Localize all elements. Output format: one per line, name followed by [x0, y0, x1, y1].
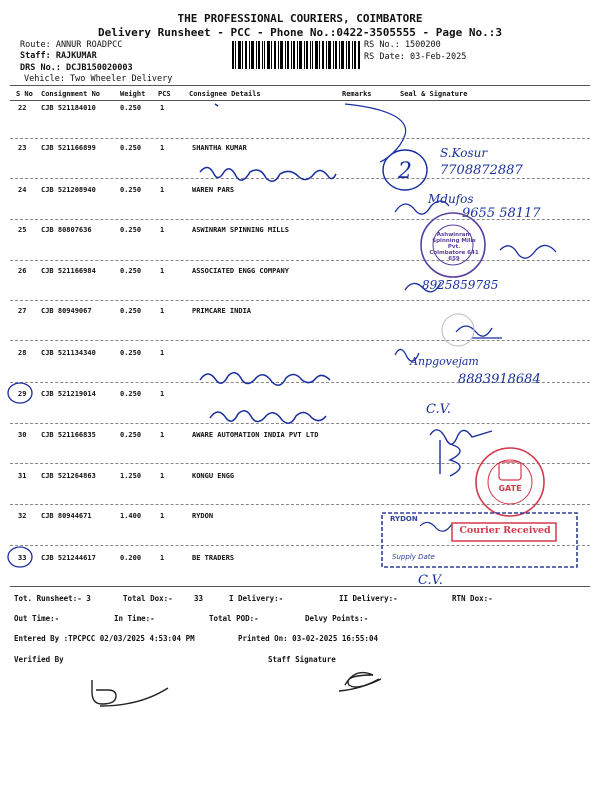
- total-dox-label: Total Dox:-: [123, 594, 173, 603]
- row-pcs: 1: [160, 226, 165, 234]
- rs-date: RS Date: 03-Feb-2025: [364, 52, 467, 62]
- handwritten-name-28: Anpgovejam: [410, 355, 479, 368]
- row-pcs: 1: [160, 512, 165, 520]
- row-consignee: PRIMCARE INDIA: [192, 307, 252, 315]
- row-consignee: ASSOCIATED ENGG COMPANY: [192, 267, 289, 275]
- delvy-points: Delvy Points:-: [305, 614, 369, 623]
- handwritten-note-29: C.V.: [426, 402, 451, 417]
- row-weight: 0.250: [120, 431, 142, 439]
- row-consignment-no: CJB 521166899: [41, 144, 96, 152]
- row-weight: 0.250: [120, 144, 142, 152]
- row-consignee: RYDON: [192, 512, 214, 520]
- entered-by: Entered By :TPCPCC 02/03/2025 4:53:04 PM: [14, 634, 195, 643]
- tick-mark: [215, 104, 218, 106]
- row-weight: 0.250: [120, 390, 142, 398]
- row-sno: 26: [18, 267, 27, 275]
- staff-signature-mark: [339, 673, 381, 691]
- drs-number: DRS No.: DCJB150020003: [20, 63, 133, 73]
- vehicle-label: Vehicle: Two Wheeler Delivery: [24, 74, 173, 84]
- total-pod: Total POD:-: [209, 614, 259, 623]
- row-weight: 0.250: [120, 349, 142, 357]
- row-pcs: 1: [160, 267, 165, 275]
- row-sno: 32: [18, 512, 27, 520]
- signature-row-25: [500, 245, 556, 258]
- row-consignee: KONGU ENGG: [192, 472, 235, 480]
- i-delivery: I Delivery:-: [229, 594, 284, 603]
- row-consignment-no: CJB 521134340: [41, 349, 96, 357]
- row-weight: 0.200: [120, 554, 142, 562]
- row-sno: 28: [18, 349, 27, 357]
- total-dox-value: 33: [194, 594, 204, 603]
- circle-mark-29: [8, 383, 32, 403]
- runsheet-subtitle: Delivery Runsheet - PCC - Phone No.:0422-3505555 - Page No.:3: [98, 26, 502, 39]
- handwriting-row-28: [200, 373, 330, 385]
- circle-mark-33: [8, 547, 32, 567]
- col-remarks: Remarks: [342, 90, 372, 98]
- col-pcs: PCS: [158, 90, 171, 98]
- col-seal-signature: Seal & Signature: [400, 90, 468, 98]
- row-consignee: SHANTHA KUMAR: [192, 144, 247, 152]
- rydon-stamp-bottom: Supply Date: [392, 553, 435, 561]
- verified-by: Verified By: [14, 655, 64, 664]
- gate-icon: [499, 462, 521, 480]
- row-weight: 0.250: [120, 307, 142, 315]
- row-sno: 33: [18, 554, 27, 562]
- gate-stamp-label: GATE: [498, 484, 522, 493]
- signature-row-27: [456, 326, 502, 338]
- signature-row-32: [420, 522, 452, 531]
- aswinram-line2: Coimbatore 641 659: [429, 250, 479, 262]
- rydon-stamp-top: RYDON: [390, 515, 418, 523]
- printed-on: Printed On: 03-02-2025 16:55:04: [238, 634, 378, 643]
- row-consignee: ASWINRAM SPINNING MILLS: [192, 226, 289, 234]
- row-consignment-no: CJB 80807636: [41, 226, 92, 234]
- row-sno: 31: [18, 472, 27, 480]
- row-weight: 0.250: [120, 104, 142, 112]
- handwritten-phone-26: 8925859785: [422, 278, 499, 292]
- col-sno: S No: [16, 90, 33, 98]
- row-consignment-no: CJB 521208940: [41, 186, 96, 194]
- row-weight: 1.400: [120, 512, 142, 520]
- row-pcs: 1: [160, 472, 165, 480]
- row-consignment-no: CJB 521219014: [41, 390, 96, 398]
- aswinram-line1: Ashwinram Spinning Mills Pvt.: [432, 232, 476, 250]
- row-consignment-no: CJB 521264863: [41, 472, 96, 480]
- rtn-dox: RTN Dox:-: [452, 594, 493, 603]
- row-consignment-no: CJB 80944671: [41, 512, 92, 520]
- handwritten-name-24: Mdufos: [428, 192, 474, 206]
- row-sno: 27: [18, 307, 27, 315]
- row-consignment-no: CJB 521184010: [41, 104, 96, 112]
- rs-number: RS No.: 1500200: [364, 40, 441, 50]
- handwritten-name-23: S.Kosur: [440, 146, 488, 160]
- verified-signature: [92, 680, 168, 706]
- row-consignment-no: CJB 80949067: [41, 307, 92, 315]
- row-pcs: 1: [160, 349, 165, 357]
- row-weight: 0.250: [120, 186, 142, 194]
- route-label: Route: ANNUR ROADPCC: [20, 40, 123, 50]
- col-weight: Weight: [120, 90, 146, 98]
- handwriting-row-29: [210, 411, 326, 423]
- row-weight: 0.250: [120, 267, 142, 275]
- row-sno: 29: [18, 390, 27, 398]
- aswinram-stamp-text: [428, 232, 480, 262]
- row-sno: 23: [18, 144, 27, 152]
- row-weight: 0.250: [120, 226, 142, 234]
- handwritten-phone-24: 9655 58117: [462, 206, 541, 221]
- in-time: In Time:-: [114, 614, 155, 623]
- signature-row-31: [440, 440, 460, 476]
- row-pcs: 1: [160, 104, 165, 112]
- gate-stamp-inner: [488, 460, 532, 504]
- courier-received-stamp: Courier Received: [459, 525, 551, 536]
- out-time: Out Time:-: [14, 614, 60, 623]
- row-pcs: 1: [160, 390, 165, 398]
- staff-label: Staff: RAJKUMAR: [20, 51, 97, 61]
- handwriting-row-23: [200, 167, 336, 181]
- row-sno: 25: [18, 226, 27, 234]
- row-sno: 24: [18, 186, 27, 194]
- row-weight: 1.250: [120, 472, 142, 480]
- row-consignee: AWARE AUTOMATION INDIA PVT LTD: [192, 431, 319, 439]
- row-consignment-no: CJB 521166835: [41, 431, 96, 439]
- handwritten-phone-23: 7708872887: [440, 163, 523, 178]
- company-title: THE PROFESSIONAL COURIERS, COIMBATORE: [177, 12, 423, 25]
- row-sno: 30: [18, 431, 27, 439]
- col-consignment-no: Consignment No: [41, 90, 101, 98]
- ii-delivery: II Delivery:-: [339, 594, 398, 603]
- tot-runsheet: Tot. Runsheet:- 3: [14, 594, 91, 603]
- handwritten-note-33: C.V.: [418, 573, 443, 588]
- scribble-line: [345, 104, 406, 162]
- staff-signature-label: Staff Signature: [268, 655, 336, 664]
- circled-two-digit: 2: [398, 159, 412, 184]
- row-pcs: 1: [160, 307, 165, 315]
- gate-stamp-ring: [476, 448, 544, 516]
- row-pcs: 1: [160, 554, 165, 562]
- row-pcs: 1: [160, 144, 165, 152]
- row-sno: 22: [18, 104, 27, 112]
- row-pcs: 1: [160, 186, 165, 194]
- handwritten-phone-28: 8883918684: [458, 372, 541, 387]
- row-consignee: BE TRADERS: [192, 554, 235, 562]
- col-consignee: Consignee Details: [189, 90, 261, 98]
- row-consignee: WAREN PARS: [192, 186, 235, 194]
- row-pcs: 1: [160, 431, 165, 439]
- row-consignment-no: CJB 521244617: [41, 554, 96, 562]
- row-consignment-no: CJB 521166984: [41, 267, 96, 275]
